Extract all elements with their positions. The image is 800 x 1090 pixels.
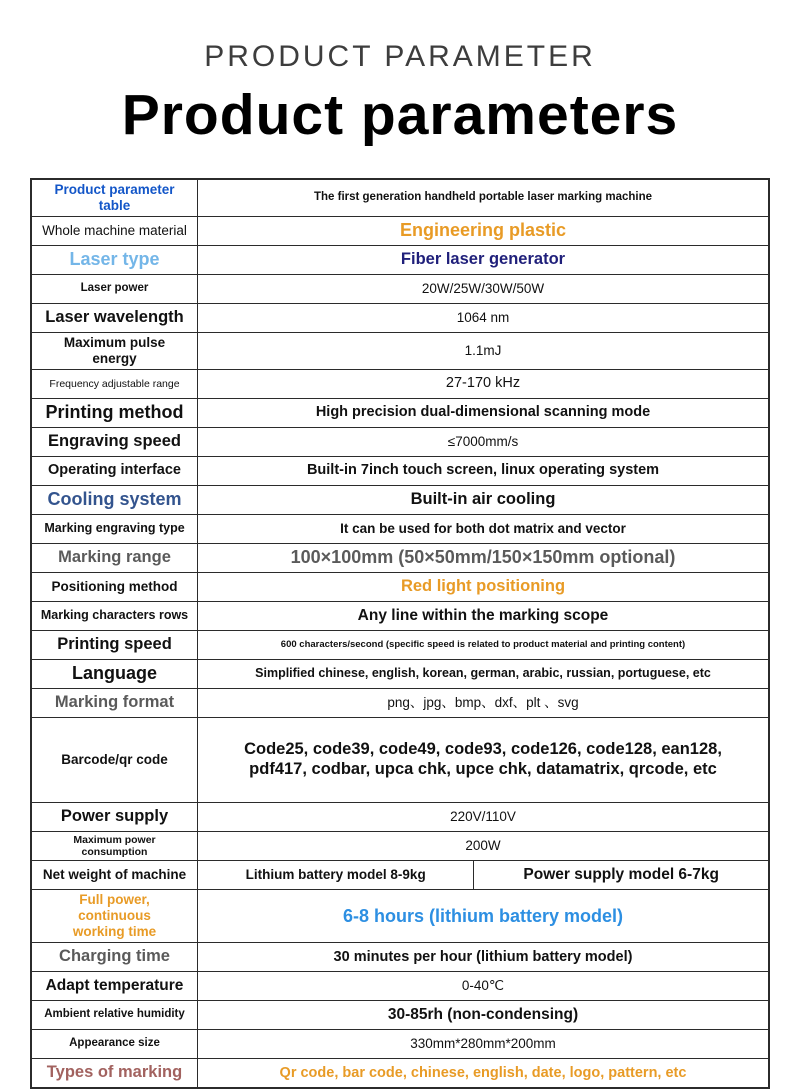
row-value: Code25, code39, code49, code93, code126, code128, ean128, pdf417, codbar, upca chk, upce chk, datamatrix, qrcode, etc — [244, 740, 722, 778]
table-row — [32, 514, 768, 543]
row-label: Net weight of machine — [32, 861, 198, 889]
row-label: Maximum power consumption — [32, 832, 198, 861]
row-label: Types of marking — [32, 1059, 198, 1087]
row-value: 0-40℃ — [461, 978, 505, 994]
row-value-split — [198, 861, 768, 889]
row-value: png、jpg、bmp、dxf、plt 、svg — [387, 694, 579, 710]
row-label: Cooling system — [32, 486, 198, 514]
table-row — [32, 369, 768, 398]
row-value: Qr code, bar code, chinese, english, date, logo, pattern, etc — [279, 1064, 687, 1081]
row-value: ≤7000mm/s — [447, 433, 519, 449]
row-label: Laser power — [32, 275, 198, 303]
row-label: Barcode/qr code — [32, 718, 198, 802]
row-value: 330mm*280mm*200mm — [410, 1036, 556, 1052]
row-label: Full power, continuous working time — [32, 890, 198, 942]
row-label: Positioning method — [32, 573, 198, 601]
product-parameter-table — [30, 178, 770, 1089]
table-row — [32, 831, 768, 861]
row-label: Product parameter table — [32, 180, 198, 216]
row-label: Printing speed — [32, 631, 198, 659]
row-value: 600 characters/second (specific speed is related to product material and printing content) — [280, 639, 686, 651]
row-value: It can be used for both dot matrix and vector — [340, 520, 626, 536]
row-label: Engraving speed — [32, 428, 198, 456]
table-row — [32, 543, 768, 572]
row-value-right: Power supply model 6-7kg — [473, 861, 768, 889]
page-eyebrow: PRODUCT PARAMETER — [204, 40, 596, 73]
row-value: 30-85rh (non-condensing) — [387, 1006, 579, 1024]
row-value: 200W — [465, 838, 501, 854]
table-row — [32, 398, 768, 427]
row-value: 30 minutes per hour (lithium battery model) — [333, 948, 633, 965]
row-value: 1.1mJ — [464, 342, 502, 358]
row-label: Maximum pulse energy — [32, 333, 198, 369]
row-value-left: Lithium battery model 8-9kg — [245, 867, 426, 883]
table-row — [32, 688, 768, 717]
table-row — [32, 427, 768, 456]
table-row — [32, 216, 768, 245]
row-label: Marking characters rows — [32, 602, 198, 630]
table-row — [32, 802, 768, 831]
table-row — [32, 860, 768, 889]
row-label: Whole machine material — [32, 217, 198, 245]
row-value: 20W/25W/30W/50W — [421, 280, 545, 296]
row-value: Fiber laser generator — [400, 250, 566, 269]
row-label: Laser wavelength — [32, 304, 198, 332]
row-value: 220V/110V — [450, 808, 516, 824]
row-label: Power supply — [32, 803, 198, 831]
row-value: The first generation handheld portable laser marking machine — [313, 191, 653, 204]
table-row — [32, 1000, 768, 1029]
table-row — [32, 971, 768, 1000]
table-row — [32, 659, 768, 688]
row-value: Red light positioning — [400, 576, 566, 595]
row-label: Marking format — [32, 689, 198, 717]
row-label: Appearance size — [32, 1030, 198, 1058]
table-row — [32, 942, 768, 971]
table-row — [32, 485, 768, 514]
table-row — [32, 717, 768, 802]
table-row — [32, 630, 768, 659]
row-value: 27-170 kHz — [445, 375, 521, 392]
table-row — [32, 274, 768, 303]
table-row — [32, 601, 768, 630]
table-row — [32, 332, 768, 369]
row-value: 6-8 hours (lithium battery model) — [342, 905, 624, 926]
row-value: Engineering plastic — [399, 220, 567, 241]
row-label: Ambient relative humidity — [32, 1001, 198, 1029]
row-value: 100×100mm (50×50mm/150×150mm optional) — [290, 547, 676, 568]
table-row — [32, 1029, 768, 1058]
row-label: Operating interface — [32, 457, 198, 485]
row-value: High precision dual-dimensional scanning mode — [315, 404, 651, 421]
row-label: Frequency adjustable range — [32, 370, 198, 398]
row-value: Simplified chinese, english, korean, german, arabic, russian, portuguese, etc — [255, 666, 711, 681]
row-label: Adapt temperature — [32, 972, 198, 1000]
row-label: Laser type — [32, 246, 198, 274]
table-row — [32, 303, 768, 332]
row-label: Charging time — [32, 943, 198, 971]
page-title: Product parameters — [121, 83, 679, 147]
row-value: Any line within the marking scope — [357, 606, 609, 624]
row-value: 1064 nm — [456, 309, 510, 325]
table-row — [32, 245, 768, 274]
row-value: Built-in 7inch touch screen, linux operating system — [306, 462, 660, 479]
table-row — [32, 456, 768, 485]
table-row — [32, 889, 768, 942]
table-row — [32, 1058, 768, 1087]
row-label: Marking range — [32, 544, 198, 572]
row-label: Marking engraving type — [32, 515, 198, 543]
row-label: Language — [32, 660, 198, 688]
row-label: Printing method — [32, 399, 198, 427]
table-row — [32, 180, 768, 216]
table-row — [32, 572, 768, 601]
row-value: Built-in air cooling — [410, 489, 556, 508]
